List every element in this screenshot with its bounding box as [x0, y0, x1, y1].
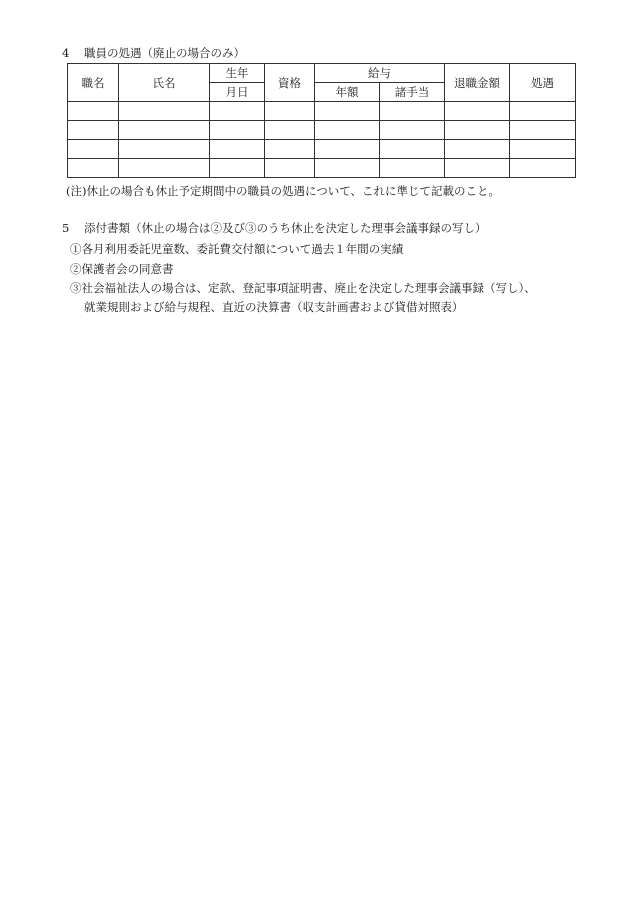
- table-cell: [210, 121, 265, 140]
- table-cell: [68, 102, 119, 121]
- attachment-item-1: ①各月利用委託児童数、委託費交付額について過去１年間の実績: [70, 242, 404, 256]
- header-treatment: 処遇: [510, 64, 576, 102]
- attachment-item-3: ③社会福祉法人の場合は、定款、登記事項証明書、廃止を決定した理事会議事録（写し）、: [70, 281, 536, 295]
- table-cell: [265, 121, 315, 140]
- header-birth-top: 生年: [210, 64, 265, 83]
- table-cell: [315, 121, 380, 140]
- table-cell: [445, 121, 510, 140]
- header-birth-bottom: 月日: [210, 83, 265, 102]
- table-cell: [380, 140, 445, 159]
- table-cell: [68, 159, 119, 178]
- header-retirement: 退職金額: [445, 64, 510, 102]
- section-4-title: 職員の処遇（廃止の場合のみ）: [84, 46, 245, 60]
- header-qualification: 資格: [265, 64, 315, 102]
- table-cell: [510, 102, 576, 121]
- table-cell: [510, 159, 576, 178]
- header-position: 職名: [68, 64, 119, 102]
- table-cell: [380, 121, 445, 140]
- header-allowance: 諸手当: [380, 83, 445, 102]
- table-cell: [210, 140, 265, 159]
- header-annual: 年額: [315, 83, 380, 102]
- table-cell: [315, 102, 380, 121]
- table-cell: [265, 102, 315, 121]
- table-cell: [510, 121, 576, 140]
- table-cell: [68, 140, 119, 159]
- table-cell: [265, 140, 315, 159]
- table-note: (注)休止の場合も休止予定期間中の職員の処遇について、これに準じて記載のこと。: [66, 184, 501, 198]
- table-row: [68, 159, 576, 178]
- table-cell: [380, 102, 445, 121]
- table-cell: [445, 159, 510, 178]
- staff-treatment-table: [67, 63, 576, 178]
- section-5-number: 5: [62, 221, 70, 235]
- table-cell: [510, 140, 576, 159]
- table-cell: [119, 102, 210, 121]
- section-5-heading: [62, 220, 487, 236]
- table-cell: [380, 159, 445, 178]
- table-row: [68, 121, 576, 140]
- table-cell: [68, 121, 119, 140]
- table-cell: [210, 102, 265, 121]
- table-cell: [315, 159, 380, 178]
- section-4-number: 4: [62, 46, 70, 60]
- table-cell: [265, 159, 315, 178]
- table-cell: [445, 102, 510, 121]
- table-row: [68, 102, 576, 121]
- attachment-item-2: ②保護者会の同意書: [70, 262, 174, 276]
- section-5-title: 添付書類（休止の場合は②及び③のうち休止を決定した理事会議事録の写し）: [84, 221, 487, 235]
- table-cell: [445, 140, 510, 159]
- table-cell: [210, 159, 265, 178]
- header-salary: 給与: [315, 64, 445, 83]
- table-header-row: [68, 64, 576, 83]
- table-cell: [119, 121, 210, 140]
- header-name: 氏名: [119, 64, 210, 102]
- attachment-item-3-continued: 就業規則および給与規程、直近の決算書（収支計画書および貸借対照表）: [84, 300, 464, 314]
- table-cell: [119, 159, 210, 178]
- section-4-heading: [62, 45, 245, 61]
- table-row: [68, 140, 576, 159]
- table-cell: [315, 140, 380, 159]
- table-cell: [119, 140, 210, 159]
